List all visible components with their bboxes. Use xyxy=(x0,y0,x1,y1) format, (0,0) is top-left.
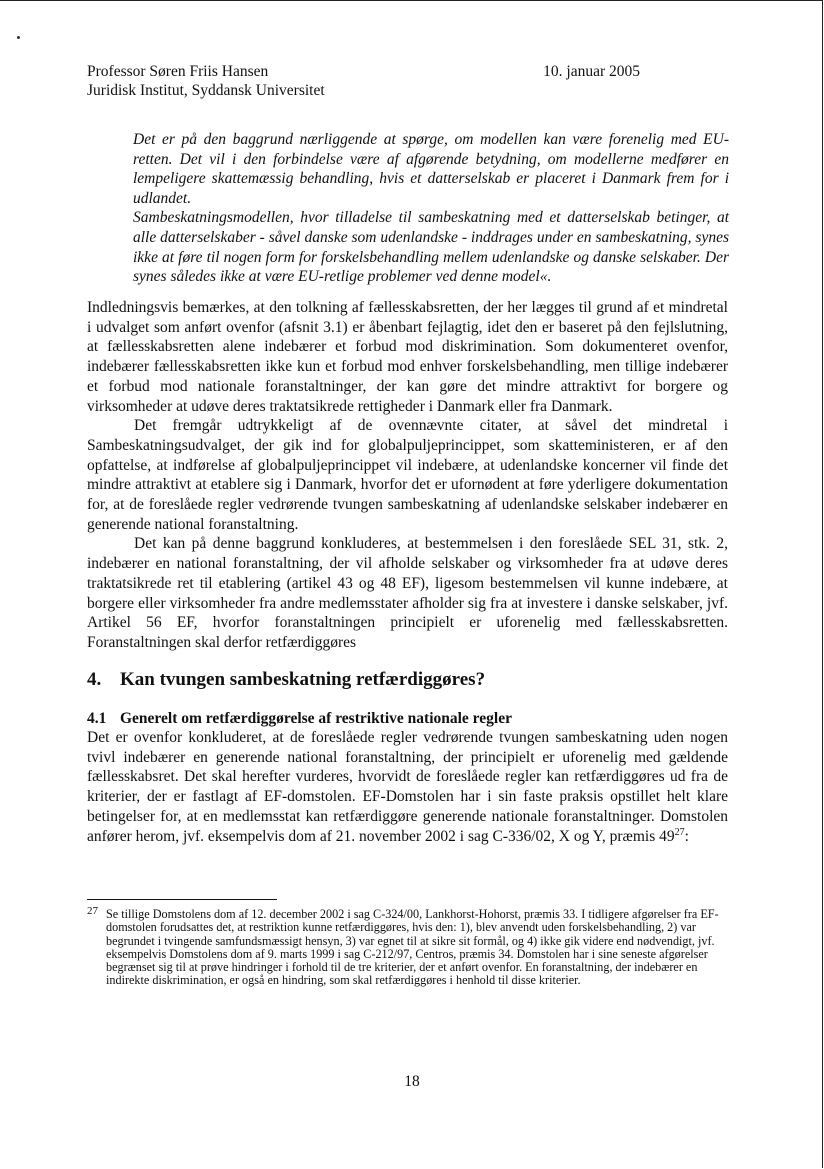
section-title: Kan tvungen sambeskatning retfærdiggøres? xyxy=(120,669,486,690)
institution-name: Juridisk Institut, Syddansk Universitet xyxy=(87,82,325,99)
quoted-passage xyxy=(133,130,729,287)
paragraph-tail: : xyxy=(684,827,689,845)
author-name: Professor Søren Friis Hansen xyxy=(87,63,269,80)
subsection-body xyxy=(87,728,728,846)
footnote xyxy=(87,905,728,988)
quote-paragraph: Det er på den baggrund nærliggende at spørge, om modellen kan være forenelig med EU-retten. Det vil i den forbindelse være af afgørende betydning, om modellerne medfører en lempeligere skattemæssig behandling, hvis et datterselskab er placeret i Danmark frem for i udlandet. xyxy=(133,131,729,207)
footnote-number: 27 xyxy=(87,905,98,917)
body-paragraph: Det kan på denne baggrund konkluderes, at bestemmelsen i den foreslåede SEL 31, stk. 2, indebærer en national foranstaltning, der vil afholde selskaber og virksomheder fra at udøve deres traktatsikrede ret til etablering (artikel 43 og 48 EF), ligesom bestemmelsen vil kunne indebære, at borgere eller virksomheder fra andre medlemsstater afholder sig fra at investere i danske selskaber, jvf. Artikel 56 EF, hvorfor foranstaltningen principielt er uforenelig med fællesskabsretten. Foranstaltningen skal derfor retfærdiggøres xyxy=(87,535,728,651)
body-paragraph: Indledningsvis bemærkes, at den tolkning af fællesskabsretten, der her lægges til grund af et mindretal i udvalget som anført ovenfor (afsnit 3.1) er åbenbart fejlagtig, idet den er baseret på den fejlslutning, at fællesskabsretten alene indebærer et forbud mod diskrimination. Som dokumenteret ovenfor, indebærer fællesskabsretten ikke kun et forbud mod enhver forskelsbehandling, men tillige indebærer et forbud mod nationale foranstaltninger, der kan gøre det mindre attraktivt for borgere og virksomheder at udøve deres traktatsikrede rettigheder i Danmark eller fra Danmark. xyxy=(87,299,728,415)
document-date: 10. januar 2005 xyxy=(543,63,640,80)
scan-speck xyxy=(17,36,20,39)
body-paragraph xyxy=(87,728,728,846)
section-number: 4. xyxy=(87,669,102,690)
footnote-text: Se tillige Domstolens dom af 12. december 2002 i sag C-324/00, Lankhorst-Hohorst, præmis 33. I tidligere afgørelser fra EF-domstolen forudsattes det, at restriktion kunne retfærdiggøres, hvis den: 1), blev anvendt uden forskelsbehandling, 2) var begrundet i tvingende samfundsmæssigt hensyn, 3) var egnet til at sikre sit formål, og 4) ikke gik videre end nødvendigt, jvf. eksempelvis Domstolens dom af 9. marts 1999 i sag C-212/97, Centros, præmis 34. Domstolen har i sine seneste afgørelser begrænset sig til at prøve hindringer i forhold til de tre kriterier, der et anført ovenfor. En foranstaltning, der indebærer en indirekte diskrimination, er også en hindring, som skal retfærdiggøres i henhold til disse kriterier. xyxy=(106,907,719,988)
body-paragraph: Det fremgår udtrykkeligt af de ovennævnte citater, at såvel det mindretal i Sambeskatningsudvalget, der gik ind for globalpuljeprincippet, som skatteministeren, er af den opfattelse, at indførelse af globalpuljeprincippet vil indebære, at udenlandske koncerner vil finde det mindre attraktivt at etablere sig i Danmark, hvorfor det er ufornødent at føre yderligere dokumentation for, at de foreslåede regler vedrørende tvungen sambeskatning af udenlandske selskaber indebærer en generende national foranstaltning. xyxy=(87,417,728,533)
body-text xyxy=(87,298,728,653)
paragraph-text: Det er ovenfor konkluderet, at de foreslåede regler vedrørende tvungen sambeskatning uden nogen tvivl indebærer en generende national foranstaltning, der principielt er uforenelig med gældende fællesskabsret. Det skal herefter vurderes, hvorvidt de foreslåede regler kan retfærdiggøres ud fra de kriterier, der er fastlagt af EF-domstolen. EF-Domstolen har i sin faste praksis opstillet helt klare betingelser for, at en medlemsstat kan retfærdiggøre generende nationale foranstaltninger. Domstolen anfører herom, jvf. eksempelvis dom af 21. november 2002 i sag C-336/02, X og Y, præmis 49 xyxy=(87,729,728,845)
page-header xyxy=(87,62,640,100)
subsection-heading xyxy=(87,709,728,728)
subsection-number: 4.1 xyxy=(87,710,107,727)
footnote-reference[interactable]: 27 xyxy=(674,826,685,838)
section-heading xyxy=(87,668,728,692)
page-number: 18 xyxy=(404,1073,420,1090)
quote-paragraph: Sambeskatningsmodellen, hvor tilladelse til sambeskatning med et datterselskab betinger, at alle datterselskaber - såvel danske som udenlandske - inddrages under en sambeskatning, synes ikke at føre til nogen form for forskelsbehandling mellem udenlandske og danske selskaber. Der synes således ikke at være EU-retlige problemer ved denne model«. xyxy=(133,209,729,286)
subsection-title: Generelt om retfærdiggørelse af restriktive nationale regler xyxy=(120,710,512,727)
footnote-separator xyxy=(87,899,277,900)
